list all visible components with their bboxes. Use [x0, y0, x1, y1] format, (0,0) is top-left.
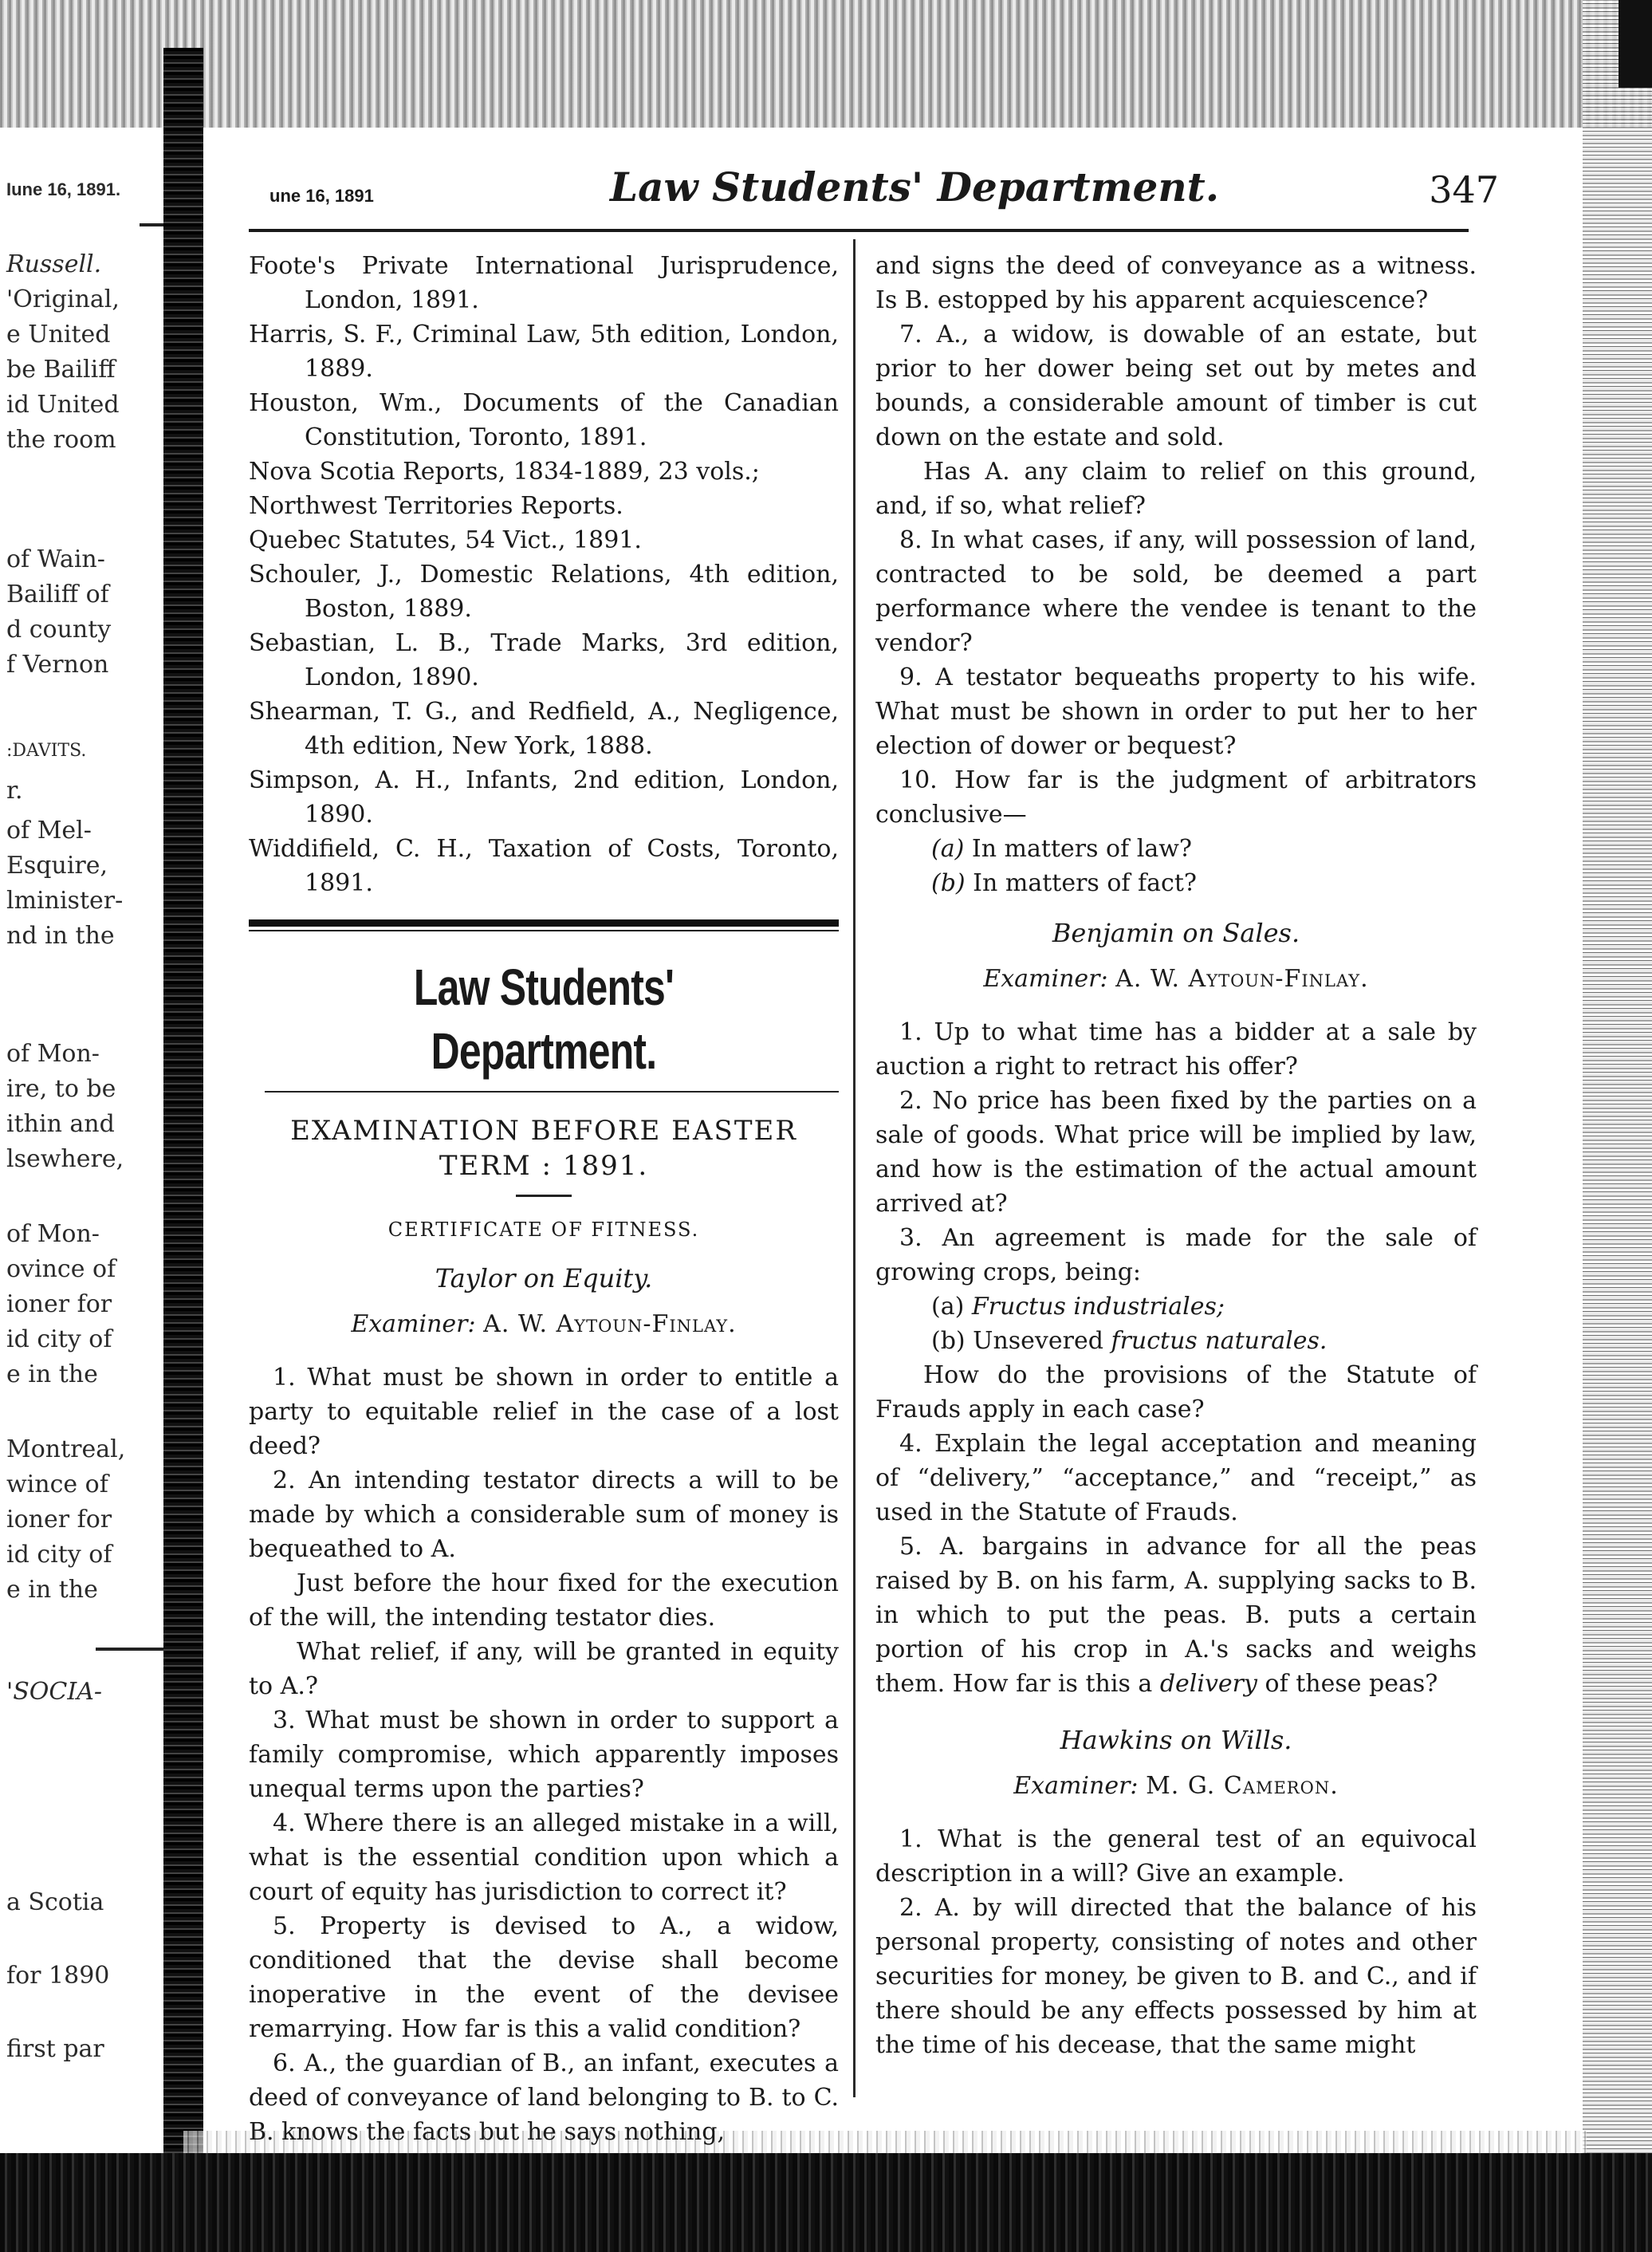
- subject-heading-equity: Taylor on Equity.: [435, 1263, 653, 1293]
- header-date: une 16, 1891: [269, 186, 374, 206]
- examiner-label: Examiner:: [351, 1310, 476, 1338]
- sub-text: Fructus industriales;: [971, 1293, 1225, 1321]
- question: 6. A., the guardian of B., an infant, executes a deed of conveyance of land belonging to B. to C. B. knows the facts but he says nothing,: [249, 2049, 839, 2146]
- prev-page-line: of Mon-: [6, 1220, 100, 1248]
- examiner-line-sales: [875, 962, 1477, 996]
- page-number: 347: [1429, 168, 1499, 211]
- section-rule-thin: [249, 930, 839, 931]
- subject-heading-sales: Benjamin on Sales.: [1052, 918, 1300, 948]
- title-rule: [265, 1091, 839, 1093]
- prev-page-line: Bailiff of: [6, 581, 109, 608]
- prev-page-line: d county: [6, 616, 112, 644]
- header-title: Law Students' Department.: [610, 163, 1220, 211]
- prev-page-line: :DAVITS.: [6, 741, 87, 761]
- sub-text: In matters of law?: [971, 835, 1192, 863]
- question: 1. What is the general test of an equivocal description in a will? Give an example.: [875, 1825, 1477, 1888]
- running-header: [259, 163, 1499, 219]
- question: 9. A testator bequeaths property to his wife. What must be shown in order to put her to her election of dower or bequest?: [875, 663, 1477, 760]
- examiner-line-wills: [875, 1769, 1477, 1803]
- header-rule: [249, 229, 1469, 232]
- prev-page-line: nd in the: [6, 922, 115, 950]
- examiner-label: Examiner:: [1013, 1772, 1139, 1800]
- section-rule-thick: [249, 919, 839, 927]
- scan-edge-bottom: [0, 2153, 1652, 2252]
- scan-corner-shadow: [1619, 0, 1652, 88]
- question: 10. How far is the judgment of arbitrators conclusive—: [875, 766, 1477, 829]
- certificate-heading: CERTIFICATE OF FITNESS.: [387, 1219, 700, 1241]
- examiner-label: Examiner:: [983, 965, 1108, 993]
- short-rule: [516, 1195, 572, 1197]
- prev-page-line: ithin and: [6, 1110, 115, 1138]
- prev-page-line: e in the: [6, 1360, 98, 1388]
- prev-page-line: Russell.: [6, 250, 102, 278]
- question: 1. What must be shown in order to entitle a party to equitable relief in the case of a lost deed?: [249, 1364, 839, 1460]
- sub-label: (a): [931, 1293, 965, 1321]
- question: 1. Up to what time has a bidder at a sale by auction a right to retract his offer?: [875, 1018, 1477, 1081]
- examiner-line-equity: [249, 1307, 839, 1341]
- reference-item: Sebastian, L. B., Trade Marks, 3rd edition, London, 1890.: [249, 629, 839, 691]
- prev-page-line: e in the: [6, 1576, 98, 1604]
- prev-page-line: id city of: [6, 1325, 112, 1353]
- examiner-name: A. W. Aytoun-Finlay.: [1115, 965, 1369, 993]
- question: 4. Where there is an alleged mistake in a will, what is the essential condition upon which a court of equity has jurisdiction to correct it?: [249, 1809, 839, 1906]
- prev-page-line: be Bailiff: [6, 356, 116, 384]
- sub-question: [875, 832, 1477, 866]
- prev-page-line: f Vernon: [6, 651, 109, 679]
- reference-item: Quebec Statutes, 54 Vict., 1891.: [249, 526, 642, 554]
- prev-page-line: first par: [6, 2035, 104, 2063]
- reference-item: Nova Scotia Reports, 1834-1889, 23 vols.;: [249, 458, 760, 486]
- subject-heading-wills: Hawkins on Wills.: [1060, 1725, 1292, 1755]
- prev-page-line: the room: [6, 426, 116, 454]
- prev-page-line: a Scotia: [6, 1888, 104, 1916]
- question: 7. A., a widow, is dowable of an estate, but prior to her dower being set out by metes and bounds, a considerable amount of timber is cut down on the estate and sold.: [875, 321, 1477, 451]
- sub-text-italic: fructus naturales.: [1111, 1327, 1328, 1355]
- previous-page-fragment: [0, 120, 163, 2129]
- prev-page-rule: [140, 223, 163, 226]
- question-text: 5. A. bargains in advance for all the peas raised by B. on his farm, A. supplying sacks to B. in which to put the peas. B. puts a certain portion of his crop in A.'s sacks and weighs them. How far is this a: [875, 1533, 1477, 1698]
- question-continuation: What relief, if any, will be granted in equity to A.?: [249, 1638, 839, 1700]
- prev-page-line: ire, to be: [6, 1075, 116, 1103]
- scan-gutter-shadow: [163, 48, 203, 2252]
- examiner-name: M. G. Cameron.: [1146, 1772, 1339, 1800]
- question: 2. A. by will directed that the balance of his personal property, consisting of notes and other securities for money, be given to B. and C., and if there should be any effects possessed by him at the time of his decease, that the same might: [875, 1894, 1477, 2059]
- reference-item: Foote's Private International Jurisprudence, London, 1891.: [249, 252, 839, 314]
- column-divider: [853, 239, 856, 2097]
- question: 4. Explain the legal acceptation and meaning of “delivery,” “acceptance,” and “receipt,” as used in the Statute of Frauds.: [875, 1430, 1477, 1526]
- question: 3. What must be shown in order to support a family compromise, which apparently imposes unequal terms upon the parties?: [249, 1707, 839, 1803]
- reference-item: Widdifield, C. H., Taxation of Costs, Toronto, 1891.: [249, 835, 839, 897]
- prev-page-line: wince of: [6, 1470, 108, 1498]
- left-column: [249, 249, 839, 2149]
- prev-page-rule: [96, 1648, 163, 1651]
- reference-item: Houston, Wm., Documents of the Canadian Constitution, Toronto, 1891.: [249, 389, 839, 451]
- question: 2. No price has been fixed by the parties on a sale of goods. What price will be implied by law, and how is the estimation of the actual amount arrived at?: [875, 1087, 1477, 1218]
- right-column: [875, 249, 1477, 2062]
- question-continuation: and signs the deed of conveyance as a witness. Is B. estopped by his apparent acquiescence?: [875, 252, 1477, 314]
- prev-page-line: of Wain-: [6, 545, 105, 573]
- reference-item: Harris, S. F., Criminal Law, 5th edition, London, 1889.: [249, 321, 839, 383]
- sub-text: Unsevered: [973, 1327, 1103, 1355]
- department-title: Law Students' Department.: [413, 959, 675, 1080]
- sub-question: [875, 1289, 1477, 1324]
- sub-question: [875, 866, 1477, 900]
- question: 8. In what cases, if any, will possession of land, contracted to be sold, be deemed a part performance where the vendee is tenant to the vendor?: [875, 526, 1477, 657]
- prev-page-line: Iune 16, 1891.: [6, 179, 121, 199]
- reference-list: [249, 249, 839, 900]
- prev-page-line: ioner for: [6, 1290, 112, 1318]
- question-italic: delivery: [1159, 1670, 1257, 1698]
- prev-page-line: e United: [6, 321, 111, 348]
- sub-label: (b): [931, 1327, 966, 1355]
- reference-item: Simpson, A. H., Infants, 2nd edition, London, 1890.: [249, 766, 839, 829]
- prev-page-line: ovince of: [6, 1255, 116, 1283]
- question: 3. An agreement is made for the sale of growing crops, being:: [875, 1224, 1477, 1286]
- prev-page-line: 'Original,: [6, 285, 120, 313]
- prev-page-line: for 1890: [6, 1962, 110, 1990]
- examiner-name: A. W. Aytoun-Finlay.: [483, 1310, 737, 1338]
- prev-page-line: of Mel-: [6, 817, 92, 844]
- prev-page-line: ioner for: [6, 1506, 112, 1533]
- exam-heading: EXAMINATION BEFORE EASTER TERM : 1891.: [290, 1115, 797, 1182]
- prev-page-line: r.: [6, 777, 23, 805]
- sub-question: [875, 1324, 1477, 1358]
- prev-page-line: lminister-: [6, 887, 124, 915]
- question: 5. Property is devised to A., a widow, conditioned that the devise shall become inoperative in the event of the devisee remarrying. How far is this a valid condition?: [249, 1912, 839, 2043]
- scan-edge-right: [1583, 0, 1652, 2252]
- scan-edge-top: [0, 0, 1652, 128]
- prev-page-line: lsewhere,: [6, 1145, 124, 1173]
- prev-page-line: Montreal,: [6, 1435, 126, 1463]
- prev-page-line: id city of: [6, 1541, 112, 1569]
- question: [875, 1530, 1477, 1701]
- question-continuation: Has A. any claim to relief on this ground, and, if so, what relief?: [875, 458, 1477, 520]
- sub-label: (a): [931, 835, 965, 863]
- question-continuation: How do the provisions of the Statute of Frauds apply in each case?: [875, 1361, 1477, 1423]
- question-text: of these peas?: [1265, 1670, 1438, 1698]
- prev-page-line: of Mon-: [6, 1040, 100, 1068]
- sub-text: In matters of fact?: [973, 869, 1197, 897]
- sub-label: (b): [931, 869, 966, 897]
- prev-page-line: id United: [6, 391, 120, 419]
- question-continuation: Just before the hour fixed for the execution of the will, the intending testator dies.: [249, 1569, 839, 1632]
- question: 2. An intending testator directs a will to be made by which a considerable sum of money is bequeathed to A.: [249, 1467, 839, 1563]
- prev-page-line: 'SOCIA-: [6, 1678, 102, 1706]
- reference-item: Schouler, J., Domestic Relations, 4th edition, Boston, 1889.: [249, 561, 839, 623]
- reference-item: Northwest Territories Reports.: [249, 492, 623, 520]
- reference-item: Shearman, T. G., and Redfield, A., Negligence, 4th edition, New York, 1888.: [249, 698, 839, 760]
- prev-page-line: Esquire,: [6, 852, 108, 880]
